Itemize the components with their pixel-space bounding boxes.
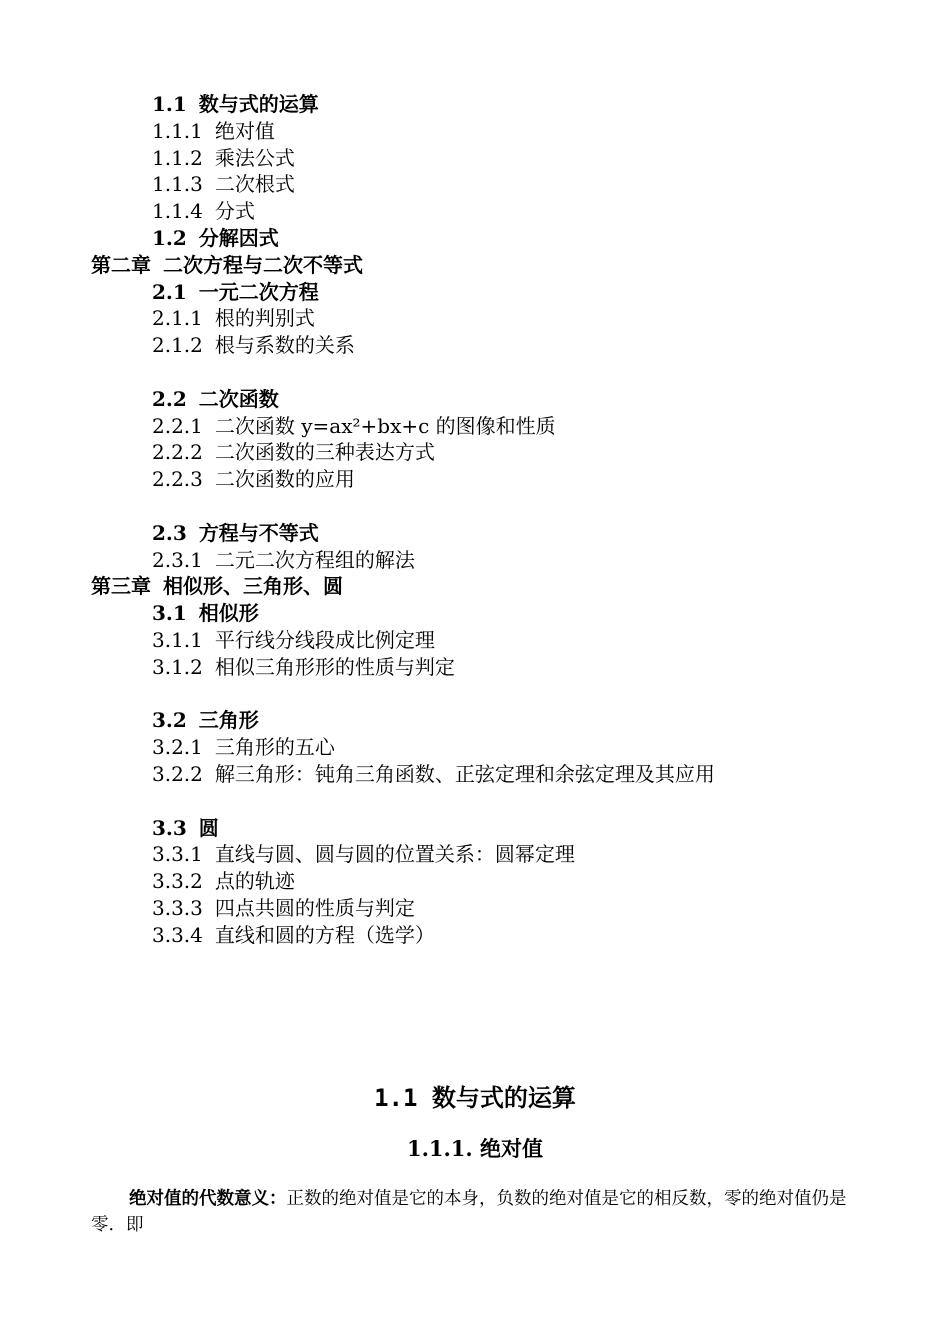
toc-title: 三角形的五心 — [214, 735, 335, 760]
toc-section — [0, 815, 950, 842]
toc-title: 二次方程与二次不等式 — [163, 252, 363, 277]
toc-title: 绝对值 — [214, 118, 275, 143]
definition-term: 绝对值的代数意义： — [129, 1189, 287, 1209]
toc-number: 1.1.2 — [152, 145, 203, 170]
toc-subsection — [0, 841, 950, 868]
toc-title: 方程与不等式 — [198, 520, 319, 545]
toc-section — [0, 600, 950, 627]
toc-section — [0, 520, 950, 547]
toc-section — [0, 386, 950, 413]
toc-title: 根与系数的关系 — [214, 333, 355, 358]
toc-number: 1.1 — [152, 92, 187, 116]
toc-number: 第三章 — [91, 574, 151, 599]
definition-text: 正数的绝对值是它的本身，负数的绝对值是它的相反数，零的绝对值仍是零．即 — [91, 1189, 847, 1235]
toc-subsection — [0, 547, 950, 574]
toc-subsection — [0, 413, 950, 440]
toc-title: 二次函数的应用 — [214, 467, 355, 492]
toc-section — [0, 91, 950, 118]
toc-number: 1.1.4 — [152, 199, 203, 224]
toc-title: 二次函数 — [198, 386, 279, 411]
toc-title: 直线与圆、圆与圆的位置关系：圆幂定理 — [214, 842, 575, 867]
toc-subsection — [0, 332, 950, 359]
toc-subsection — [0, 654, 950, 681]
toc-title: 一元二次方程 — [198, 279, 319, 304]
toc-subsection — [0, 761, 950, 788]
toc-section — [0, 707, 950, 734]
toc-subsection — [0, 627, 950, 654]
toc-number: 2.1.1 — [152, 306, 203, 331]
toc-title: 平行线分线段成比例定理 — [214, 627, 435, 652]
toc-subsection — [0, 895, 950, 922]
toc-title: 根的判别式 — [214, 306, 315, 331]
toc-chapter — [0, 252, 950, 279]
toc-spacer — [0, 359, 950, 386]
toc-subsection — [0, 118, 950, 145]
table-of-contents — [0, 91, 950, 949]
toc-number: 1.1.3 — [152, 172, 203, 197]
toc-number: 3.3.4 — [152, 922, 203, 947]
toc-number: 2.3.1 — [152, 547, 203, 572]
toc-number: 2.1 — [152, 279, 187, 304]
toc-title: 相似形、三角形、圆 — [163, 574, 343, 599]
subsection-heading: 1.1.1. 绝对值 — [406, 1136, 544, 1161]
toc-subsection — [0, 439, 950, 466]
toc-title: 乘法公式 — [214, 145, 295, 170]
toc-number: 1.1.1 — [152, 118, 203, 143]
section-heading: 1.1 数与式的运算 — [374, 1084, 576, 1112]
toc-number: 3.1.2 — [152, 654, 203, 679]
toc-number: 3.2.2 — [152, 761, 203, 786]
toc-number: 第二章 — [91, 252, 151, 277]
toc-number: 3.3.2 — [152, 869, 203, 894]
toc-number: 3.2.1 — [152, 735, 203, 760]
toc-title: 圆 — [198, 815, 219, 840]
toc-title: 分解因式 — [198, 225, 279, 250]
toc-number: 3.3 — [152, 815, 187, 840]
toc-chapter — [0, 573, 950, 600]
toc-number: 2.2.3 — [152, 467, 203, 492]
toc-title: 二元二次方程组的解法 — [214, 547, 415, 572]
toc-number: 2.2.1 — [152, 413, 203, 438]
toc-title: 相似形 — [198, 601, 259, 626]
toc-number: 3.2 — [152, 708, 187, 733]
toc-subsection — [0, 198, 950, 225]
toc-subsection — [0, 466, 950, 493]
toc-spacer — [0, 681, 950, 708]
toc-number: 2.2.2 — [152, 440, 203, 465]
toc-section — [0, 279, 950, 306]
toc-number: 1.2 — [152, 225, 187, 250]
toc-subsection — [0, 868, 950, 895]
toc-subsection — [0, 734, 950, 761]
toc-title: 数与式的运算 — [198, 92, 319, 116]
toc-title: 解三角形：钝角三角函数、正弦定理和余弦定理及其应用 — [214, 761, 715, 786]
body-paragraph — [91, 1186, 861, 1238]
toc-title: 二次根式 — [214, 172, 295, 197]
toc-number: 2.2 — [152, 386, 187, 411]
toc-number: 3.1 — [152, 601, 187, 626]
toc-title: 直线和圆的方程（选学） — [214, 922, 435, 947]
toc-subsection — [0, 922, 950, 949]
toc-title: 二次函数的三种表达方式 — [214, 440, 435, 465]
toc-subsection — [0, 145, 950, 172]
toc-subsection — [0, 171, 950, 198]
toc-number: 3.1.1 — [152, 627, 203, 652]
toc-title: 点的轨迹 — [214, 869, 295, 894]
toc-title: 四点共圆的性质与判定 — [214, 895, 415, 920]
toc-subsection — [0, 305, 950, 332]
toc-number: 3.3.1 — [152, 842, 203, 867]
toc-title: 二次函数 y=ax²+bx+c 的图像和性质 — [214, 413, 556, 438]
toc-title: 分式 — [214, 199, 255, 224]
toc-section — [0, 225, 950, 252]
toc-number: 2.3 — [152, 520, 187, 545]
toc-spacer — [0, 493, 950, 520]
toc-title: 相似三角形形的性质与判定 — [214, 654, 455, 679]
toc-spacer — [0, 788, 950, 815]
toc-title: 三角形 — [198, 708, 259, 733]
toc-number: 2.1.2 — [152, 333, 203, 358]
toc-number: 3.3.3 — [152, 895, 203, 920]
